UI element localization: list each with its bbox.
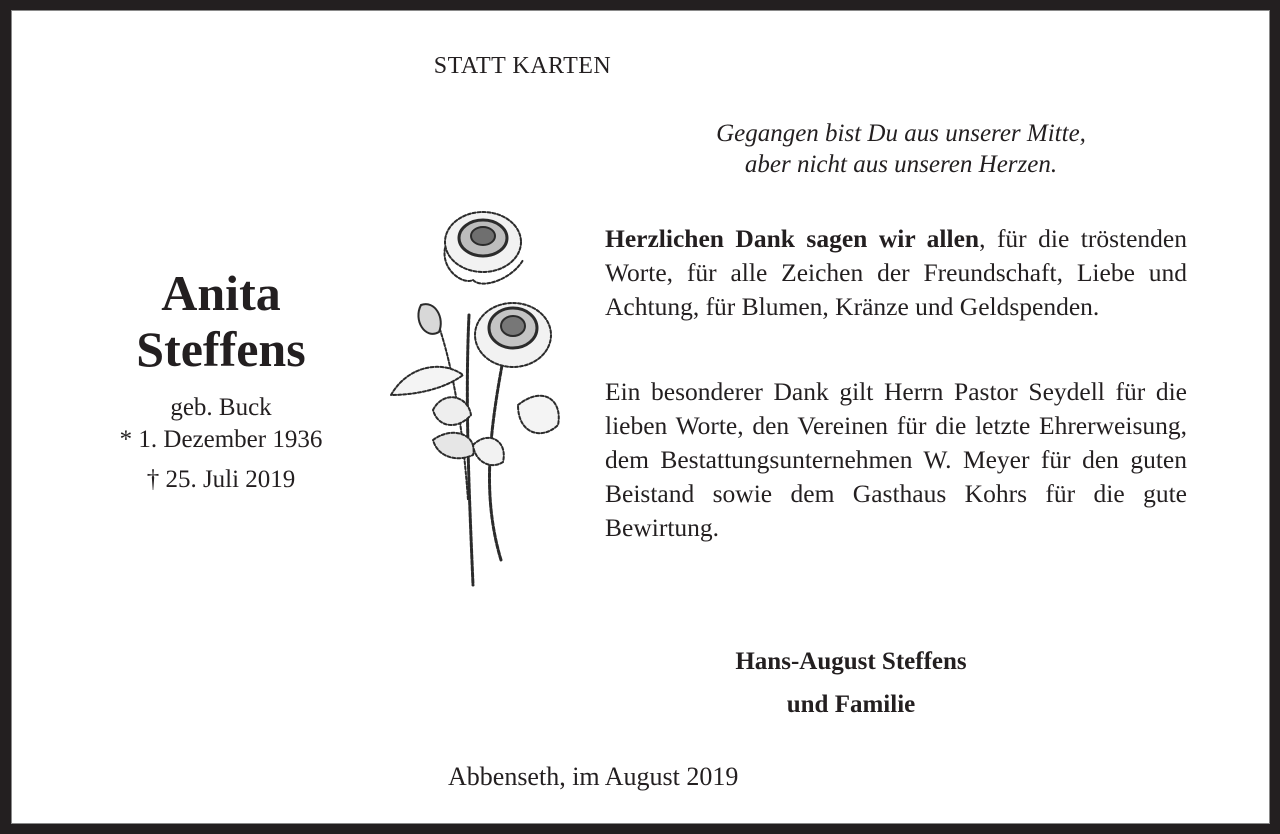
birth-date: * 1. Dezember 1936	[119, 426, 323, 453]
motto-line-2: aber nicht aus unseren Herzen.	[744, 151, 1058, 178]
thanks-text-1: , für die tröstenden Worte, für alle Zeichen der Freundschaft, Liebe und Achtung, für Blumen, Kränze und Geldspenden.	[605, 224, 1187, 321]
signature	[601, 640, 1101, 726]
motto-line-1: Gegangen bist Du aus unserer Mitte,	[716, 120, 1086, 147]
deceased-name	[71, 265, 371, 377]
signature-line-1: Hans-August Steffens	[735, 648, 967, 675]
motto	[601, 118, 1201, 180]
last-name: Steffens	[136, 321, 306, 377]
first-name: Anita	[161, 265, 281, 321]
thanks-paragraph-2	[605, 375, 1187, 545]
roses-illustration-icon	[373, 200, 573, 590]
place-date: Abbenseth, im August 2019	[448, 762, 739, 791]
deceased-details	[51, 390, 391, 498]
birth-name: geb. Buck	[170, 394, 272, 421]
obituary-card	[11, 10, 1270, 824]
signature-line-2: und Familie	[786, 691, 916, 718]
death-date: † 25. Juli 2019	[146, 466, 296, 493]
header-text: STATT KARTEN	[433, 53, 612, 79]
thanks-paragraph-1	[605, 222, 1187, 324]
thanks-text-2: Ein besonderer Dank gilt Herrn Pastor Seydell für die lieben Worte, den Vereinen für die letzte Ehrerweisung, dem Bestattungsunternehmen W. Meyer für den guten Beistand sowie dem Gasthaus Kohrs für die gute Bewirtung.	[605, 377, 1187, 542]
thanks-bold-lead: Herzlichen Dank sagen wir allen	[605, 224, 980, 253]
header	[11, 53, 1270, 80]
